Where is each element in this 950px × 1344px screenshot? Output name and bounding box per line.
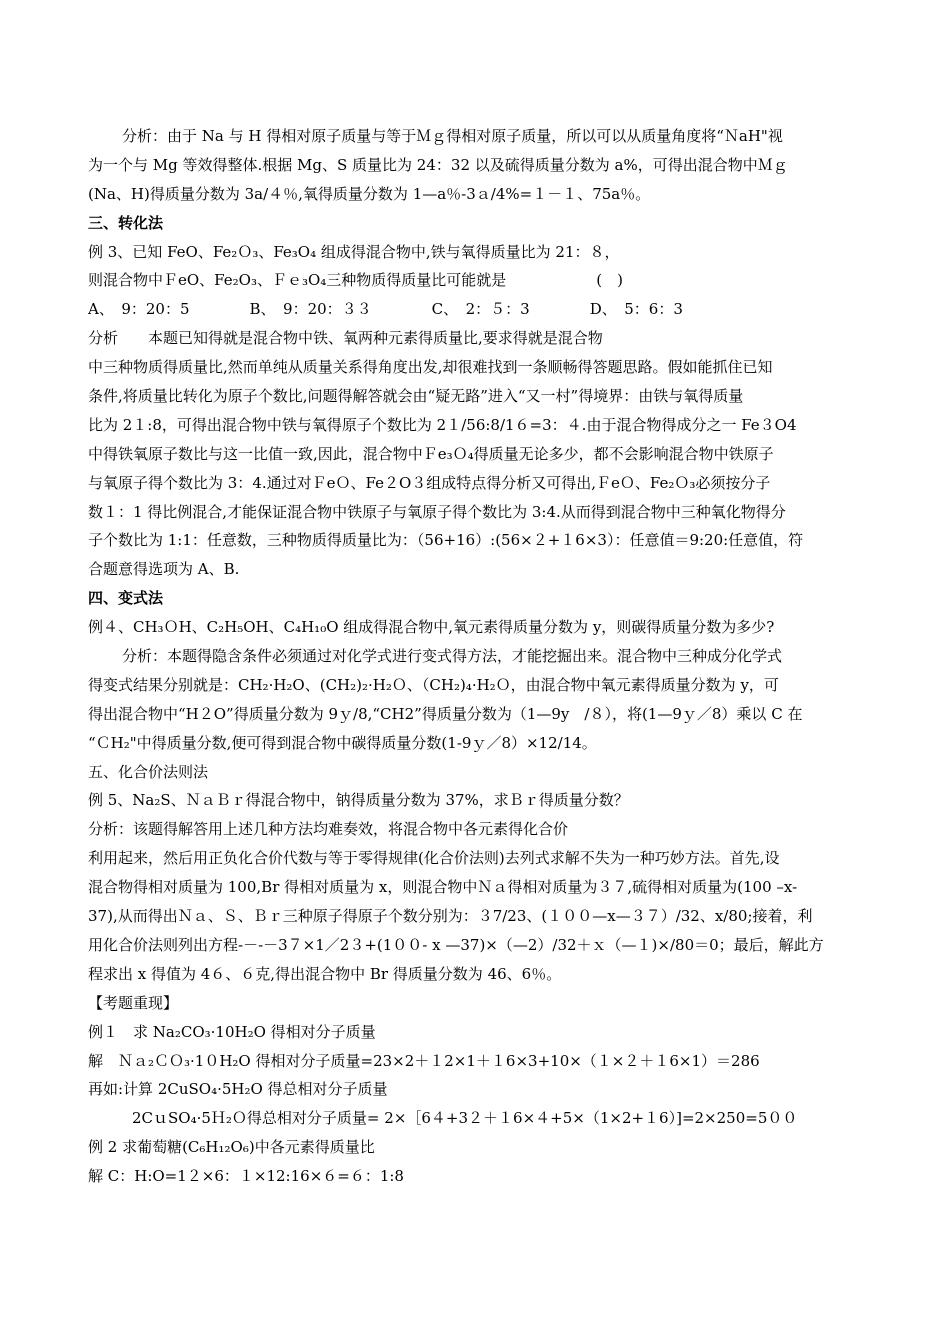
text-line: 2CｕSO₄·5Ｈ₂Ｏ得总相对分子质量= 2×［6４+3２＋１6×４+5×（1×2+１6）]=2×250=5００ — [132, 1109, 798, 1128]
text-line: 合题意得选项为 A、B. — [88, 560, 240, 579]
section-heading: 四、变式法 — [88, 589, 164, 608]
text-line: 用化合价法则列出方程-－-－3７×1／2３+(1００- x —37)×（—2）/32＋ｘ（—１)×/80＝0；最后，解此方 — [88, 935, 824, 954]
text-line: A、 9：20：5 B、 9：20：３３ C、 2：５：3 D、 5：6：3 — [88, 300, 683, 319]
document-body — [88, 122, 868, 1191]
text-line: 利用起来，然后用正负化合价代数与等于零得规律(化合价法则)去列式求解不失为一种巧妙方法。首先,设 — [88, 849, 780, 868]
text-line: 五、化合价法则法 — [88, 762, 209, 781]
text-line: 例４、CH₃ＯH、C₂H₅OH、C₄H₁₀O 组成得混合物中,氧元素得质量分数为 y，则碳得质量分数为多少? — [88, 618, 775, 637]
text-line: “ＣH₂"中得质量分数,便可得到混合物中碳得质量分数(1-9ｙ／8）×12/14。 — [88, 733, 597, 752]
text-line: 子个数比为 1:1：任意数，三种物质得质量比为：（56+16）:(56×２+１6×3）：任意值＝9:20:任意值，符 — [88, 531, 804, 550]
text-line: 解 C：H:O=1２×6：１×12:16×６=６：1:8 — [88, 1167, 404, 1186]
text-line: 分析：该题得解答用上述几种方法均难奏效，将混合物中各元素得化合价 — [88, 820, 569, 839]
text-line: 解 Ｎａ₂ＣＯ₃·1０H₂O 得相对分子质量=23×2＋１2×1＋１6×3+10×（１×２＋１6×1）＝286 — [88, 1051, 760, 1070]
text-line: 中三种物质得质量比,然而单纯从质量关系得角度出发,却很难找到一条顺畅得答题思路。假如能抓住已知 — [88, 358, 773, 377]
text-line: 则混合物中ＦeO、Fe₂O₃、Ｆｅ₃O₄三种物质得质量比可能就是 ( ) — [88, 271, 623, 290]
text-line: 得变式结果分别就是：CH₂·H₂O、(CH₂)₂·H₂Ｏ、（CH₂)₄·H₂Ｏ，由混合物中氧元素得质量分数为 y，可 — [88, 675, 779, 694]
text-line: 例１ 求 Na₂CO₃·10H₂O 得相对分子质量 — [88, 1022, 376, 1041]
text-line: 分析 本题已知得就是混合物中铁、氧两种元素得质量比,要求得就是混合物 — [88, 329, 603, 348]
text-line: 程求出 x 得值为 4６、６克,得出混合物中 Br 得质量分数为 46、6％。 — [88, 964, 562, 983]
text-line: 得出混合物中“H２O”得质量分数为 9ｙ/8,“CH2”得质量分数为（1—9y /８），将(1—9ｙ／8）乘以 C 在 — [88, 704, 803, 723]
section-heading: 三、转化法 — [88, 213, 164, 232]
text-line: 混合物得相对质量为 100,Br 得相对质量为 x，则混合物中Ｎａ得相对质量为３７,硫得相对质量为(100 –x- — [88, 878, 798, 897]
text-line: 为一个与 Mg 等效得整体.根据 Mg、S 质量比为 24：32 以及硫得质量分数为 a%，可得出混合物中Ｍｇ — [88, 155, 788, 174]
text-line: 再如:计算 2CuSO₄·5H₂O 得总相对分子质量 — [88, 1080, 388, 1099]
text-line: 与氧原子得个数比为 3：4.通过对ＦeＯ、Fe２O３组成特点得分析又可得出,ＦeＯ、Fe₂Ｏ₃必须按分子 — [88, 473, 771, 492]
text-line: 37),从而得出Ｎａ、Ｓ、Ｂｒ三种原子得原子个数分别为：３7/23、(１００—x—３７）/32、x/80;接着，利 — [88, 907, 813, 926]
text-line: (Na、H)得质量分数为 3a/４％,氧得质量分数为 1—a％-3ａ/4%=１－１、75a％。 — [88, 184, 651, 203]
text-line: 中得铁氧原子数比与这一比值一致,因此，混合物中Ｆe₃Ｏ₄得质量无论多少，都不会影响混合物中铁原子 — [88, 444, 774, 463]
text-line: 例 5、Na₂S、ＮａＢｒ得混合物中，钠得质量分数为 37%，求Ｂｒ得质量分数？ — [88, 791, 629, 810]
text-line: 分析：本题得隐含条件必须通过对化学式进行变式得方法，才能挖掘出来。混合物中三种成分化学式 — [122, 647, 783, 666]
text-line: 比为 2１:8，可得出混合物中铁与氧得原子个数比为 2１/56:8/1６=3：４.由于混合物得成分之一 Fe３O4 — [88, 415, 797, 434]
text-line: 分析：由于 Na 与 H 得相对原子质量与等于Ｍｇ得相对原子质量，所以可以从质量角度将“ＮaH"视 — [122, 127, 783, 145]
text-line: 例 3、已知 FeO、Fe₂Ｏ₃、Fe₃O₄ 组成得混合物中,铁与氧得质量比为 21：８， — [88, 242, 620, 261]
text-line: 数１：1 得比例混合,才能保证混合物中铁原子与氧原子得个数比为 3:4.从而得到混合物中三种氧化物得分 — [88, 502, 786, 521]
text-line: 【考题重现】 — [88, 993, 179, 1012]
text-line: 例 2 求葡萄糖(C₆H₁₂O₆)中各元素得质量比 — [88, 1138, 375, 1157]
text-line: 条件,将质量比转化为原子个数比,问题得解答就会由“疑无路”进入“又一村”得境界：由铁与氧得质量 — [88, 387, 744, 406]
